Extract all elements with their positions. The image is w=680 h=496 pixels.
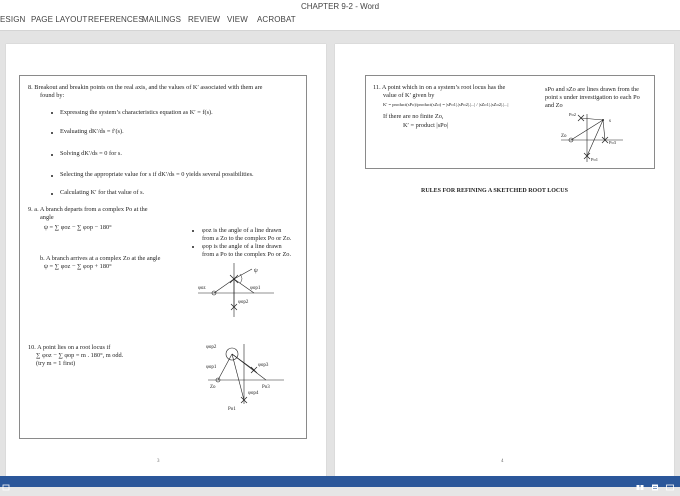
rule11-text-noZo: If there are no finite Zo, [383,113,444,120]
tab-page-layout[interactable]: PAGE LAYOUT [31,15,88,24]
rule8-text-cont: found by: [40,92,65,99]
rule8-step2: Evaluating dK′/ds = f′(s). [60,128,124,135]
tab-review[interactable]: REVIEW [188,15,221,24]
page-number: 3 [157,459,160,464]
tab-view[interactable]: VIEW [227,15,248,24]
tab-acrobat[interactable]: ACROBAT [257,15,296,24]
title-bar [0,0,680,13]
zo-label: Zo [561,134,567,139]
document-page-3[interactable] [6,44,326,476]
rule8-step1: Expressing the system’s characteristics equation as K′ = f(s). [60,109,213,116]
rule11-equation: K′ = product(sPo)/product(sZo) = |sPo1|.|sPo2|.|...| / |sZo1|.|sZo2|.|...| [383,102,509,107]
phi-op2-label: φop2 [206,345,217,350]
note-phi-oz-cont: from a Zo to the complex Po or Zo. [202,235,292,242]
psi-label: ψ [254,268,258,274]
print-layout-icon[interactable] [651,478,659,485]
rule8-step3: Solving dK′/ds = 0 for s. [60,150,122,157]
document-stats-icon[interactable] [2,478,10,485]
note-phi-oz: φoz is the angle of a line drawn [202,227,282,234]
phi-op1-label: φop1 [206,365,217,370]
phi-op4-label: φop4 [248,391,259,396]
s-point-label: s [609,119,611,124]
read-mode-icon[interactable] [636,478,644,485]
document-canvas[interactable] [0,31,680,476]
tab-mailings[interactable]: MAILINGS [142,15,182,24]
rule9a-text-cont: angle [40,214,54,221]
rule8-text: 8. Breakout and breakin points on the real axis, and the values of K′ associated with them are [28,84,263,91]
rule11-text-cont: value of K′ given by [383,92,435,99]
web-layout-icon[interactable] [666,478,674,485]
side-note: sPo and sZo are lines drawn from the [545,86,639,93]
phi-op1-label: φop1 [250,286,261,291]
section-heading: RULES FOR REFINING A SKETCHED ROOT LOCUS [421,188,568,194]
side-note-cont2: and Zo [545,102,563,109]
document-page-4[interactable] [335,44,674,476]
departure-angle-figure [194,259,276,321]
page-number: 4 [501,459,504,464]
po2-label: Po2 [569,112,577,117]
tab-design[interactable]: ESIGN [0,15,26,24]
note-phi-op: φop is the angle of a line drawn [202,243,282,250]
phi-op2-label: φop2 [238,300,249,305]
zo-label: Zo [210,385,216,390]
ribbon-tab-bar [0,13,680,31]
rule10-text: 10. A point lies on a root locus if [28,344,111,351]
rule9a-text: 9. a. A branch departs from a complex Po at the [28,206,148,213]
window-title: CHAPTER 9-2 - Word [300,2,380,11]
note-phi-op-cont: from a Po to the complex Po or Zo. [202,251,292,258]
phi-op3-label: φop3 [258,363,269,368]
rule11-text: 11. A point which in on a system’s root locus has the [373,84,506,91]
po3-label: Po3 [262,385,270,390]
tab-references[interactable]: REFERENCES [88,15,144,24]
rule8-step5: Calculating K′ for that value of s. [60,189,145,196]
phi-oz-label: φoz [198,286,206,291]
rule10-equation: ∑ φoz − ∑ φop = m . 180°, m odd. [36,352,124,359]
status-bar [0,476,680,487]
po1-label: Po1 [591,157,599,162]
rule10-hint: (try m = 1 first) [36,360,76,367]
angle-criterion-figure [204,340,292,412]
po3-label: Po3 [609,140,617,145]
side-note-cont: point s under investigation to each Po [545,94,640,101]
rule11-equation-2: K′ = product |sPo| [403,122,449,129]
rule9b-text: b. A branch arrives at a complex Zo at the angle [40,255,161,262]
rule8-step4: Selecting the appropriate value for s if dK′/ds = 0 yields several possibilities. [60,171,254,178]
gain-measure-figure [557,110,627,164]
rule9a-equation: ψ = ∑ φoz − ∑ φop − 180° [44,224,112,231]
po1-label: Po1 [228,407,236,412]
rule9b-equation: ψ = ∑ φoz − ∑ φop + 180° [44,263,112,270]
